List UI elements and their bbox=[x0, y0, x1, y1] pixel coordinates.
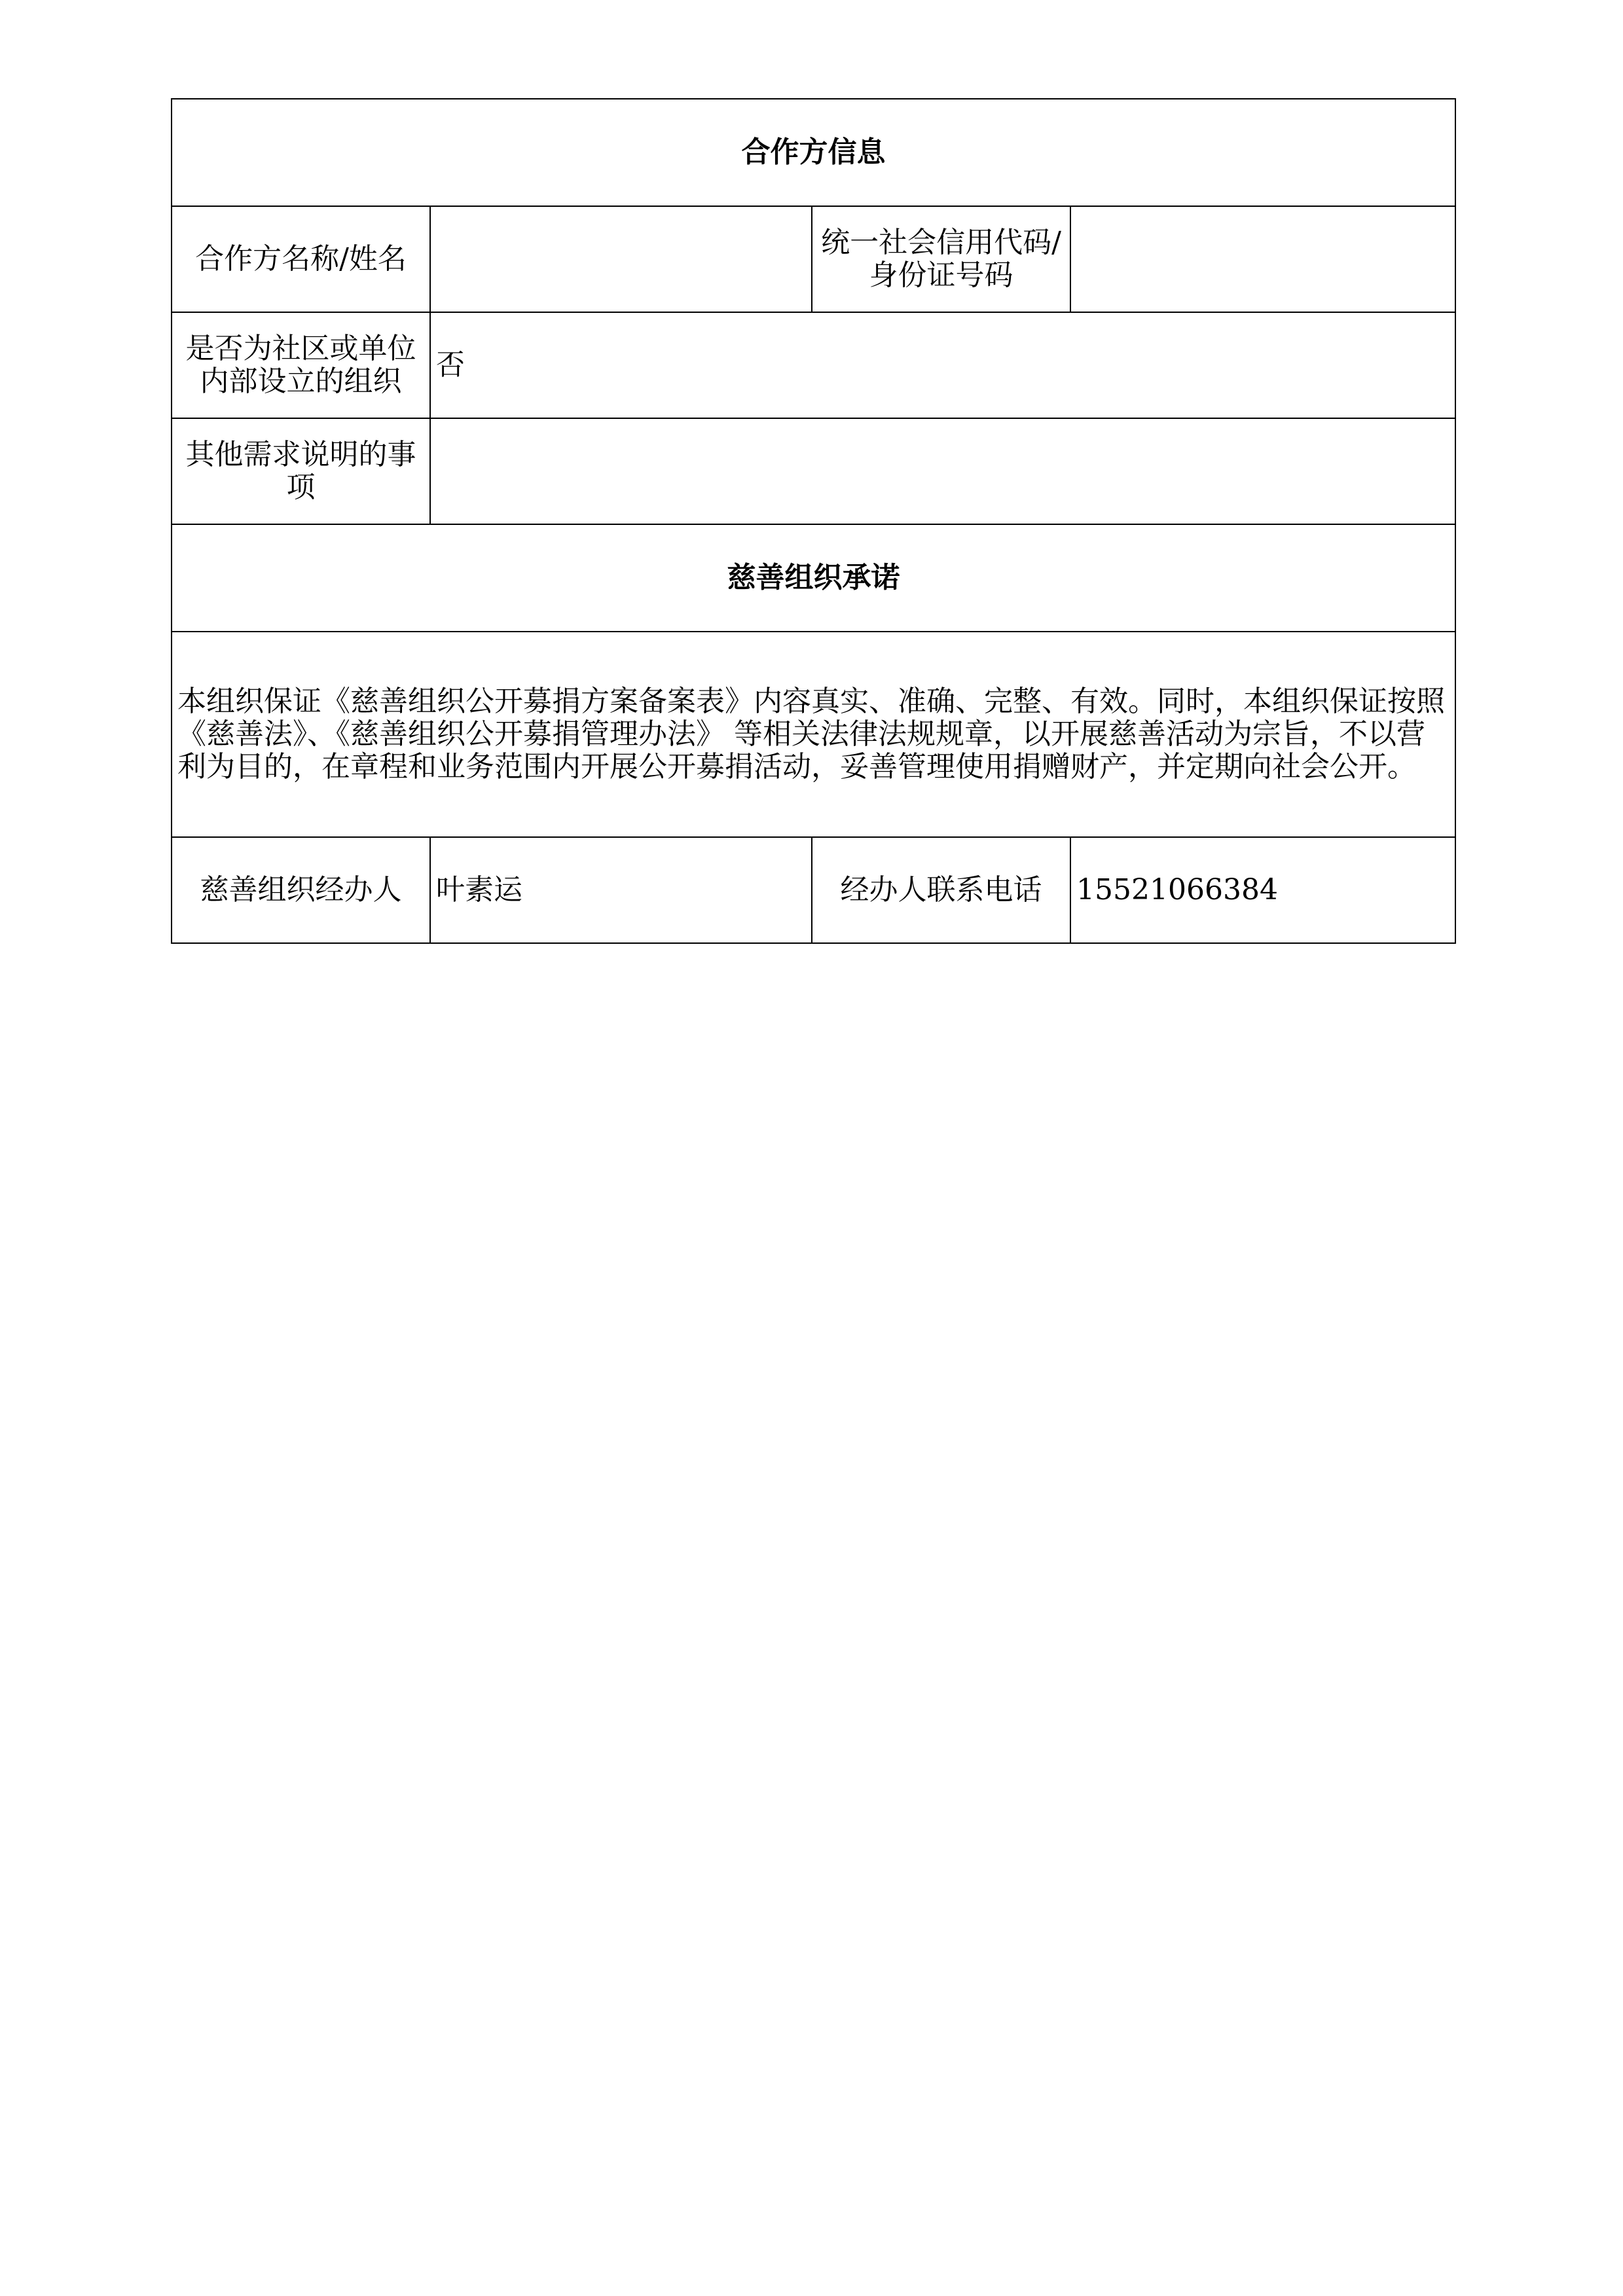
handler-phone-label: 经办人联系电话 bbox=[812, 837, 1070, 943]
handler-label: 慈善组织经办人 bbox=[172, 837, 430, 943]
partner-info-form bbox=[171, 98, 1456, 944]
commitment-text: 本组织保证《慈善组织公开募捐方案备案表》内容真实、准确、完整、有效。同时，本组织保证按照《慈善法》、《慈善组织公开募捐管理办法》 等相关法律法规规章，以开展慈善活动为宗旨，不以营利为目的，在章程和业务范围内开展公开募捐活动，妥善管理使用捐赠财产，并定期向社会公开。 bbox=[172, 632, 1455, 837]
credit-code-label: 统一社会信用代码/身份证号码 bbox=[812, 206, 1070, 312]
other-needs-label: 其他需求说明的事项 bbox=[172, 418, 430, 524]
other-needs-value bbox=[430, 418, 1455, 524]
internal-org-value: 否 bbox=[430, 312, 1455, 418]
commitment-section-title: 慈善组织承诺 bbox=[172, 524, 1455, 632]
handler-value: 叶素运 bbox=[430, 837, 812, 943]
partner-section-title: 合作方信息 bbox=[172, 99, 1455, 206]
partner-name-label: 合作方名称/姓名 bbox=[172, 206, 430, 312]
credit-code-value bbox=[1070, 206, 1455, 312]
handler-phone-value: 15521066384 bbox=[1070, 837, 1455, 943]
internal-org-label: 是否为社区或单位内部设立的组织 bbox=[172, 312, 430, 418]
partner-name-value bbox=[430, 206, 812, 312]
